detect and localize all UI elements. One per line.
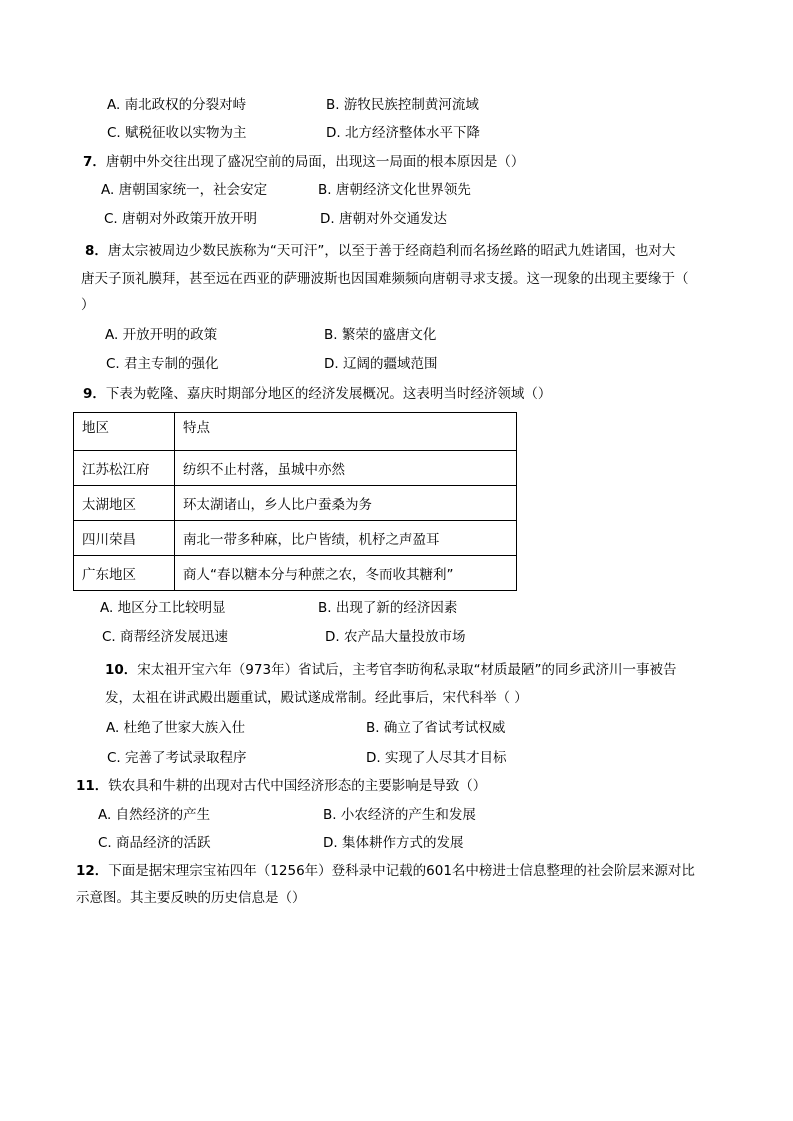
economy-table: [73, 412, 517, 591]
q11-option-b: B. 小农经济的产生和发展: [323, 807, 476, 823]
q8-number: 8．: [85, 243, 108, 259]
table-cell-feature: 商人“春以糖本分与种蔗之农，冬而收其糖利”: [175, 556, 517, 591]
q7-option-c: C. 唐朝对外政策开放开明: [104, 211, 258, 227]
q8-option-c: C. 君主专制的强化: [106, 356, 219, 372]
table-cell-feature: 南北一带多种麻，比户皆绩，机杼之声盈耳: [175, 521, 517, 556]
q6-option-b: B. 游牧民族控制黄河流域: [326, 97, 479, 113]
q11-option-d: D. 集体耕作方式的发展: [323, 835, 464, 851]
q10-stem-line2: 发，太祖在讲武殿出题重试，殿试遂成常制。经此事后，宋代科举（ ）: [105, 690, 528, 706]
q9-option-d: D. 农产品大量投放市场: [325, 629, 466, 645]
q11-option-c: C. 商品经济的活跃: [98, 835, 211, 851]
q10-option-c: C. 完善了考试录取程序: [107, 750, 247, 766]
q8-stem-line2: 唐天子顶礼膜拜，甚至远在西亚的萨珊波斯也因国难频频向唐朝寻求支援。这一现象的出现主要缘于（: [81, 271, 689, 287]
q10-number: 10．: [105, 662, 138, 678]
q9-stem: [83, 385, 551, 403]
table-row: [74, 556, 517, 591]
q9-option-a: A. 地区分工比较明显: [100, 600, 226, 616]
q10-option-a: A. 杜绝了世家大族入仕: [106, 720, 246, 736]
q9-option-b: B. 出现了新的经济因素: [318, 600, 458, 616]
q12-stem-line1: [76, 862, 695, 880]
q6-option-d: D. 北方经济整体水平下降: [326, 125, 480, 141]
table-cell-region: 广东地区: [74, 556, 175, 591]
q11-number: 11．: [76, 778, 109, 794]
q10-option-b: B. 确立了省试考试权威: [366, 720, 506, 736]
q11-option-a: A. 自然经济的产生: [98, 807, 211, 823]
q10-text-1: 宋太祖开宝六年（973年）省试后，主考官李昉徇私录取“材质最陋”的同乡武济川一事被告: [137, 662, 677, 678]
q12-stem-line2: 示意图。其主要反映的历史信息是（）: [76, 890, 306, 906]
q9-number: 9．: [83, 386, 106, 402]
table-cell-region: 江苏松江府: [74, 451, 175, 486]
q11-stem: [76, 777, 486, 795]
table-row: [74, 521, 517, 556]
q7-stem: [83, 153, 524, 171]
q12-text-1: 下面是据宋理宗宝祐四年（1256年）登科录中记载的601名中榜进士信息整理的社会阶层来源对比: [108, 863, 695, 879]
q12-number: 12．: [76, 863, 109, 879]
q7-text: 唐朝中外交往出现了盛况空前的局面，出现这一局面的根本原因是（）: [105, 154, 525, 170]
table-header-region: 地区: [74, 413, 175, 451]
table-cell-region: 四川荣昌: [74, 521, 175, 556]
q7-option-b: B. 唐朝经济文化世界领先: [318, 182, 471, 198]
table-header-row: [74, 413, 517, 451]
q7-option-d: D. 唐朝对外交通发达: [320, 211, 447, 227]
q9-text: 下表为乾隆、嘉庆时期部分地区的经济发展概况。这表明当时经济领域（）: [105, 386, 552, 402]
q8-option-a: A. 开放开明的政策: [105, 327, 218, 343]
q7-option-a: A. 唐朝国家统一，社会安定: [101, 182, 268, 198]
table-row: [74, 451, 517, 486]
table-cell-region: 太湖地区: [74, 486, 175, 521]
q11-text: 铁农具和牛耕的出现对古代中国经济形态的主要影响是导致（）: [108, 778, 487, 794]
q7-number: 7．: [83, 154, 106, 170]
q8-stem-line3: ）: [81, 297, 95, 313]
table-header-feature: 特点: [175, 413, 517, 451]
q6-option-c: C. 赋税征收以实物为主: [107, 125, 247, 141]
table-cell-feature: 纺织不止村落，虽城中亦然: [175, 451, 517, 486]
q8-option-d: D. 辽阔的疆域范围: [324, 356, 438, 372]
q8-option-b: B. 繁荣的盛唐文化: [324, 327, 437, 343]
q6-option-a: A. 南北政权的分裂对峙: [107, 97, 247, 113]
q8-stem-line1: [85, 242, 675, 260]
q10-stem-line1: [105, 661, 677, 679]
q9-option-c: C. 商帮经济发展迅速: [102, 629, 229, 645]
q8-text-1: 唐太宗被周边少数民族称为“天可汗”，以至于善于经商趋利而名扬丝路的昭武九姓诸国，也对大: [107, 243, 676, 259]
table-row: [74, 486, 517, 521]
q10-option-d: D. 实现了人尽其才目标: [366, 750, 507, 766]
table-cell-feature: 环太湖诸山，乡人比户蚕桑为务: [175, 486, 517, 521]
